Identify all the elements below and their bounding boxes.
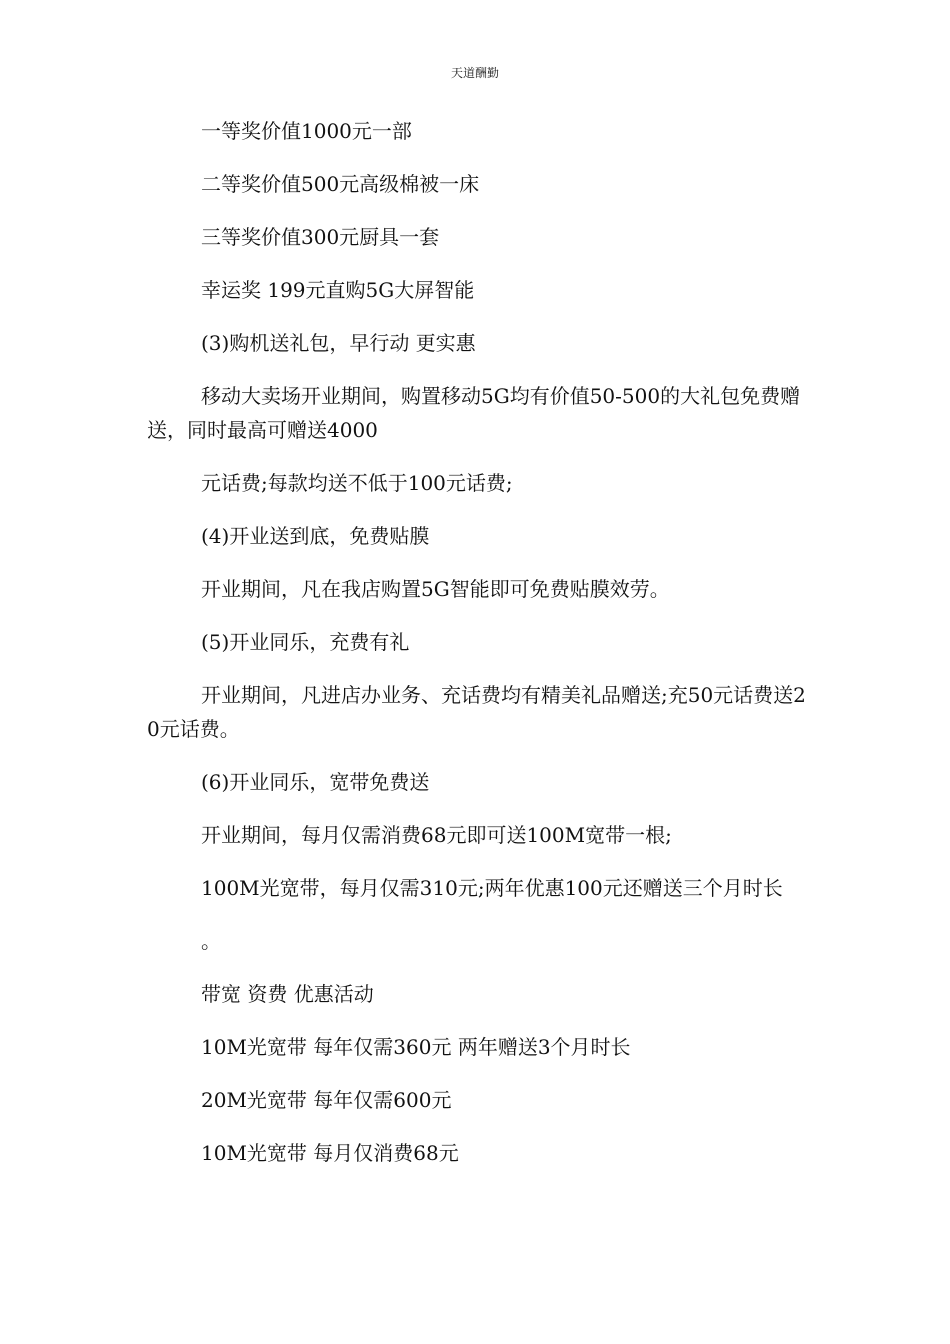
broadband-row: 20M光宽带 每年仅需600元 bbox=[201, 1088, 452, 1112]
section-heading-5: (5)开业同乐，充费有礼 bbox=[201, 630, 410, 654]
section-heading-6: (6)开业同乐，宽带免费送 bbox=[201, 770, 430, 794]
paragraph: 元话费;每款均送不低于100元话费; bbox=[201, 471, 513, 495]
page-header: 天道酬勤 bbox=[450, 66, 499, 80]
broadband-row: 10M光宽带 每月仅消费68元 bbox=[201, 1141, 459, 1165]
section-heading-4: (4)开业送到底，免费贴膜 bbox=[201, 524, 430, 548]
paragraph: 。 bbox=[201, 929, 221, 953]
section-heading-3: (3)购机送礼包，早行动 更实惠 bbox=[201, 331, 476, 355]
broadband-table-header: 带宽 资费 优惠活动 bbox=[201, 982, 374, 1006]
prize-third: 三等奖价值300元厨具一套 bbox=[201, 225, 440, 249]
paragraph: 移动大卖场开业期间，购置移动5G均有价值50-500的大礼包免费赠送，同时最高可赠送4000 bbox=[147, 384, 801, 442]
prize-first: 一等奖价值1000元一部 bbox=[201, 119, 412, 143]
prize-second: 二等奖价值500元高级棉被一床 bbox=[201, 172, 480, 196]
paragraph: 开业期间，凡进店办业务、充话费均有精美礼品赠送;充50元话费送20元话费。 bbox=[147, 683, 806, 741]
paragraph: 开业期间，每月仅需消费68元即可送100M宽带一根; bbox=[201, 823, 672, 847]
broadband-row: 10M光宽带 每年仅需360元 两年赠送3个月时长 bbox=[201, 1035, 631, 1059]
document-body bbox=[147, 114, 807, 1170]
paragraph: 100M光宽带，每月仅需310元;两年优惠100元还赠送三个月时长 bbox=[201, 876, 783, 900]
prize-lucky: 幸运奖 199元直购5G大屏智能 bbox=[201, 278, 475, 302]
paragraph: 开业期间，凡在我店购置5G智能即可免费贴膜效劳。 bbox=[201, 577, 670, 601]
